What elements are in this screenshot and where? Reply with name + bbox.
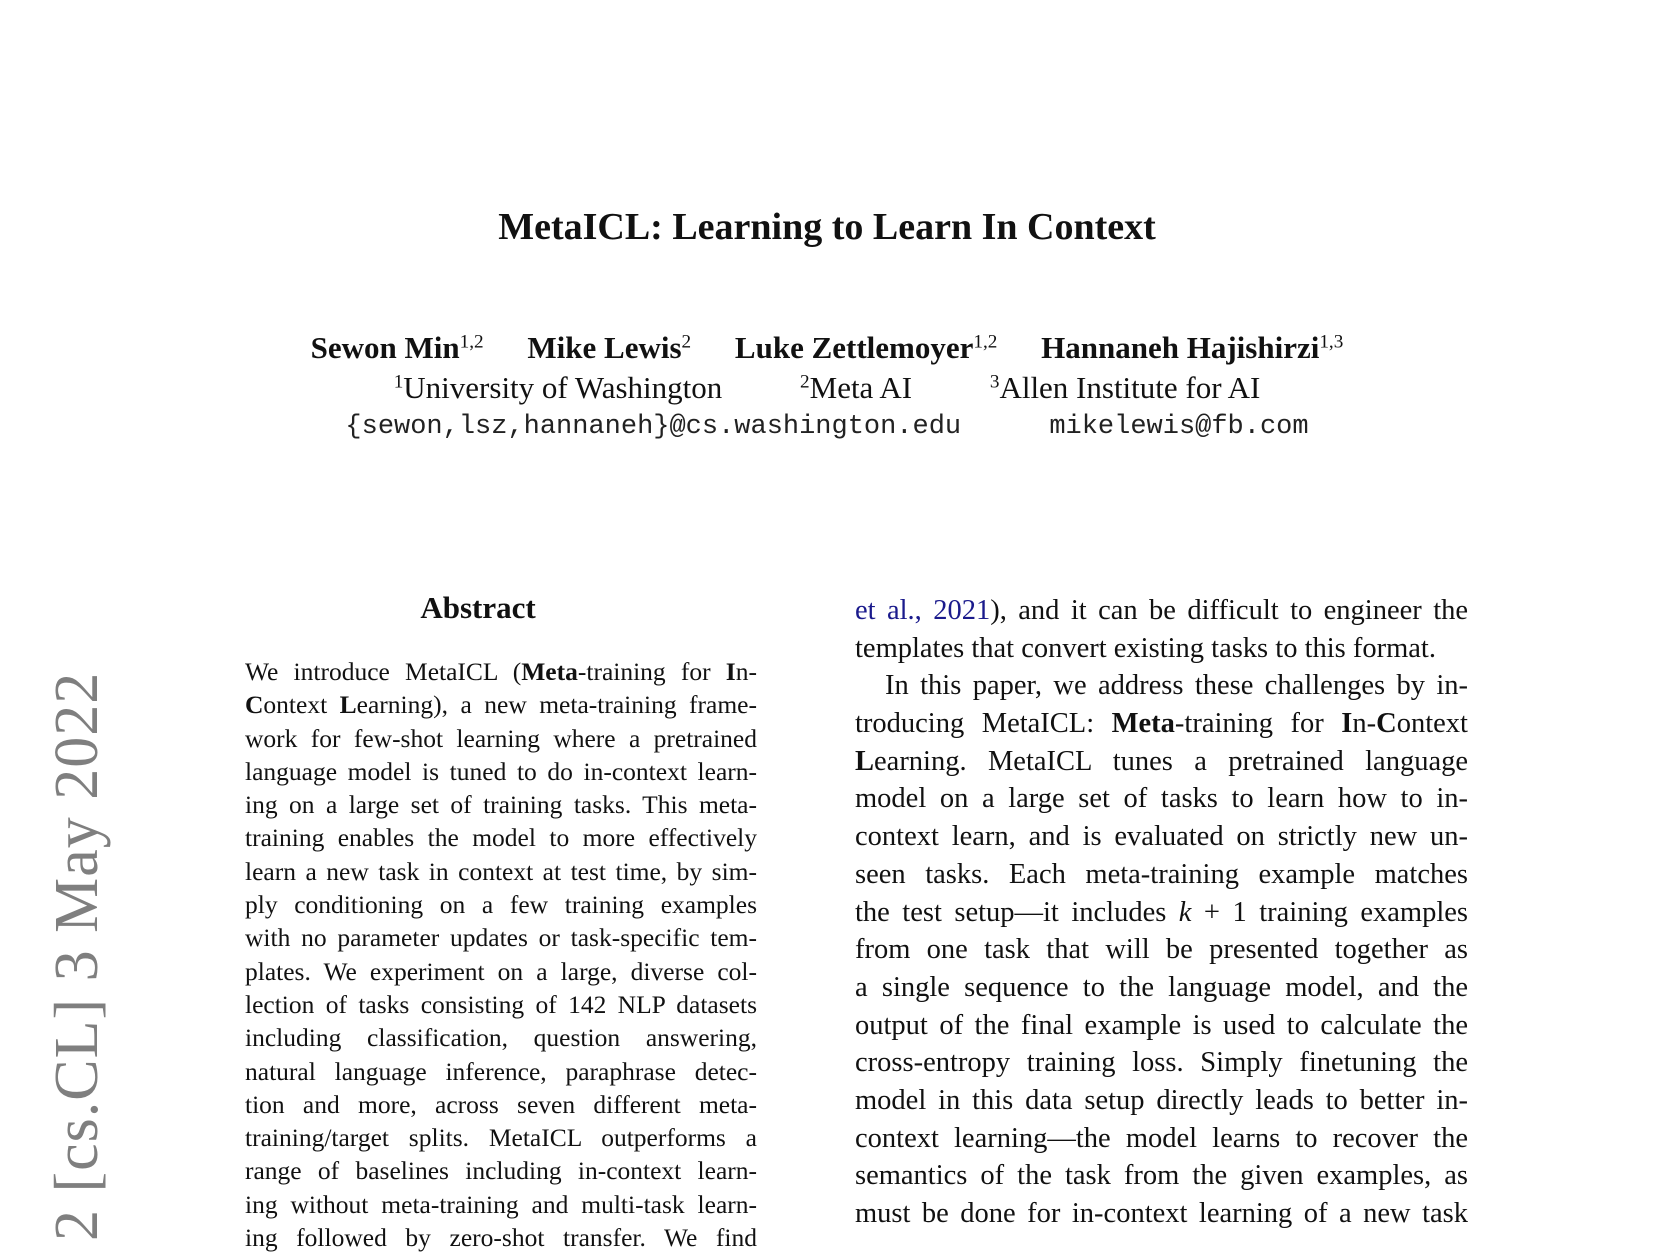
text-line bbox=[245, 1154, 757, 1187]
text-segment: ing followed by zero-shot transfer. We find bbox=[245, 1223, 757, 1253]
text-line bbox=[855, 1007, 1468, 1045]
text-segment: L bbox=[339, 690, 357, 720]
text-segment: ontext bbox=[263, 690, 340, 720]
text-segment: from one task that will be presented together as bbox=[855, 934, 1468, 966]
text-line bbox=[245, 988, 757, 1021]
text-segment: work for few-shot learning where a pretrained bbox=[245, 723, 757, 753]
text-segment: n- bbox=[735, 657, 757, 686]
text-segment: n- bbox=[1352, 708, 1377, 740]
text-segment: output of the final example is used to calculate the bbox=[855, 1009, 1468, 1041]
text-segment: earning. MetaICL tunes a pretrained language bbox=[874, 745, 1468, 777]
text-segment: We introduce MetaICL ( bbox=[245, 657, 522, 686]
text-line bbox=[855, 592, 1468, 630]
text-segment: lection of tasks consisting of 142 NLP datasets bbox=[245, 989, 757, 1019]
text-segment: L bbox=[855, 745, 875, 777]
text-line bbox=[855, 818, 1468, 856]
text-segment: semantics of the task from the given examples, as bbox=[855, 1160, 1468, 1192]
text-line bbox=[855, 667, 1468, 705]
text-line bbox=[855, 1120, 1468, 1158]
text-segment: cross-entropy training loss. Simply finetuning the bbox=[855, 1047, 1468, 1079]
text-segment: context learning—the model learns to recover the bbox=[855, 1122, 1468, 1154]
text-line bbox=[245, 821, 757, 854]
text-line bbox=[245, 1221, 757, 1254]
abstract-body bbox=[245, 655, 757, 1254]
text-segment: + 1 training examples bbox=[1191, 896, 1468, 928]
text-segment: ing without meta-training and multi-task learn- bbox=[245, 1189, 757, 1219]
text-line bbox=[245, 1021, 757, 1054]
text-segment: -training for bbox=[577, 657, 726, 686]
text-line bbox=[245, 722, 757, 755]
text-line bbox=[855, 1082, 1468, 1120]
text-segment: C bbox=[1376, 708, 1397, 740]
text-segment: ), and it can be difficult to engineer the bbox=[990, 595, 1469, 626]
introduction-body bbox=[855, 592, 1468, 1233]
text-segment: -training for bbox=[1174, 708, 1342, 740]
text-segment: seen tasks. Each meta-training example matches bbox=[855, 858, 1468, 890]
text-segment: troducing MetaICL: bbox=[855, 708, 1112, 740]
author-list bbox=[0, 330, 1654, 366]
abstract-heading: Abstract bbox=[420, 590, 536, 625]
email-list bbox=[0, 412, 1654, 442]
affiliation: $^2$Meta AI bbox=[800, 370, 913, 405]
text-segment: earning), a new meta-training frame- bbox=[356, 690, 757, 720]
text-line bbox=[855, 969, 1468, 1007]
text-segment: a single sequence to the language model, and the bbox=[855, 971, 1468, 1003]
text-segment: must be done for in-context learning of a new task bbox=[855, 1198, 1468, 1229]
text-segment: ontext bbox=[1396, 708, 1468, 740]
text-line bbox=[855, 894, 1468, 932]
text-segment: Meta bbox=[1111, 708, 1175, 740]
text-segment: I bbox=[1341, 708, 1353, 740]
text-segment: Meta bbox=[521, 657, 578, 686]
paper-title: MetaICL: Learning to Learn In Context bbox=[498, 206, 1156, 248]
text-segment: training/target splits. MetaICL outperforms a bbox=[245, 1123, 757, 1153]
text-segment: including classification, question answering, bbox=[245, 1023, 757, 1053]
text-line bbox=[245, 955, 757, 988]
text-line bbox=[855, 1157, 1468, 1195]
text-line bbox=[855, 931, 1468, 969]
email: mikelewis@fb.com bbox=[1049, 412, 1309, 442]
text-line bbox=[245, 688, 757, 721]
text-line bbox=[855, 630, 1468, 668]
text-segment: ing on a large set of training tasks. This meta- bbox=[245, 790, 757, 820]
text-line bbox=[245, 1055, 757, 1088]
text-line bbox=[855, 856, 1468, 894]
author: Hannaneh Hajishirzi$^{1,3}$ bbox=[1041, 330, 1344, 365]
text-segment: tion and more, across seven different meta- bbox=[245, 1089, 757, 1119]
author: Sewon Min$^{1,2}$ bbox=[310, 330, 484, 365]
text-segment: model on a large set of tasks to learn how to in- bbox=[855, 783, 1468, 815]
text-line bbox=[245, 921, 757, 954]
text-line bbox=[855, 780, 1468, 818]
affiliation: $^1$University of Washington bbox=[393, 370, 723, 405]
text-segment: C bbox=[245, 690, 264, 720]
text-line bbox=[245, 855, 757, 888]
text-line bbox=[245, 788, 757, 821]
text-segment: with no parameter updates or task-specific tem- bbox=[245, 923, 757, 953]
text-line bbox=[245, 1088, 757, 1121]
author: Luke Zettlemoyer$^{1,2}$ bbox=[734, 330, 998, 365]
text-segment: model in this data setup directly leads to better in- bbox=[855, 1084, 1468, 1116]
text-line bbox=[855, 1044, 1468, 1082]
text-segment: templates that convert existing tasks to this format. bbox=[855, 632, 1436, 664]
citation-link[interactable]: et al., 2021 bbox=[855, 595, 991, 626]
text-line bbox=[245, 1121, 757, 1154]
text-segment: natural language inference, paraphrase detec- bbox=[245, 1056, 757, 1086]
text-line bbox=[855, 743, 1468, 781]
text-line bbox=[245, 655, 757, 688]
text-segment: range of baselines including in-context learn- bbox=[245, 1156, 757, 1186]
affiliation-list bbox=[0, 370, 1654, 406]
text-segment: plates. We experiment on a large, diverse col- bbox=[245, 956, 757, 986]
math-variable: k bbox=[1178, 896, 1192, 928]
text-segment: learn a new task in context at test time, by sim- bbox=[245, 856, 757, 886]
text-line bbox=[855, 1195, 1468, 1233]
text-segment: I bbox=[725, 657, 736, 686]
text-line bbox=[245, 755, 757, 788]
text-line bbox=[245, 1188, 757, 1221]
text-segment: training enables the model to more effectively bbox=[245, 823, 757, 853]
text-segment: In this paper, we address these challenges by in- bbox=[885, 670, 1468, 702]
text-line bbox=[245, 888, 757, 921]
text-segment: the test setup—it includes bbox=[855, 896, 1179, 928]
text-line bbox=[855, 705, 1468, 743]
text-segment: ply conditioning on a few training examples bbox=[245, 890, 757, 920]
author: Mike Lewis$^2$ bbox=[527, 330, 692, 365]
text-segment: context learn, and is evaluated on strictly new un- bbox=[855, 821, 1468, 853]
email: {sewon,lsz,hannaneh}@cs.washington.edu bbox=[345, 412, 962, 442]
affiliation: $^3$Allen Institute for AI bbox=[989, 370, 1261, 405]
arxiv-stamp: 2 [cs.CL] 3 May 2022 bbox=[43, 671, 111, 1241]
text-segment: language model is tuned to do in-context learn- bbox=[245, 756, 757, 786]
